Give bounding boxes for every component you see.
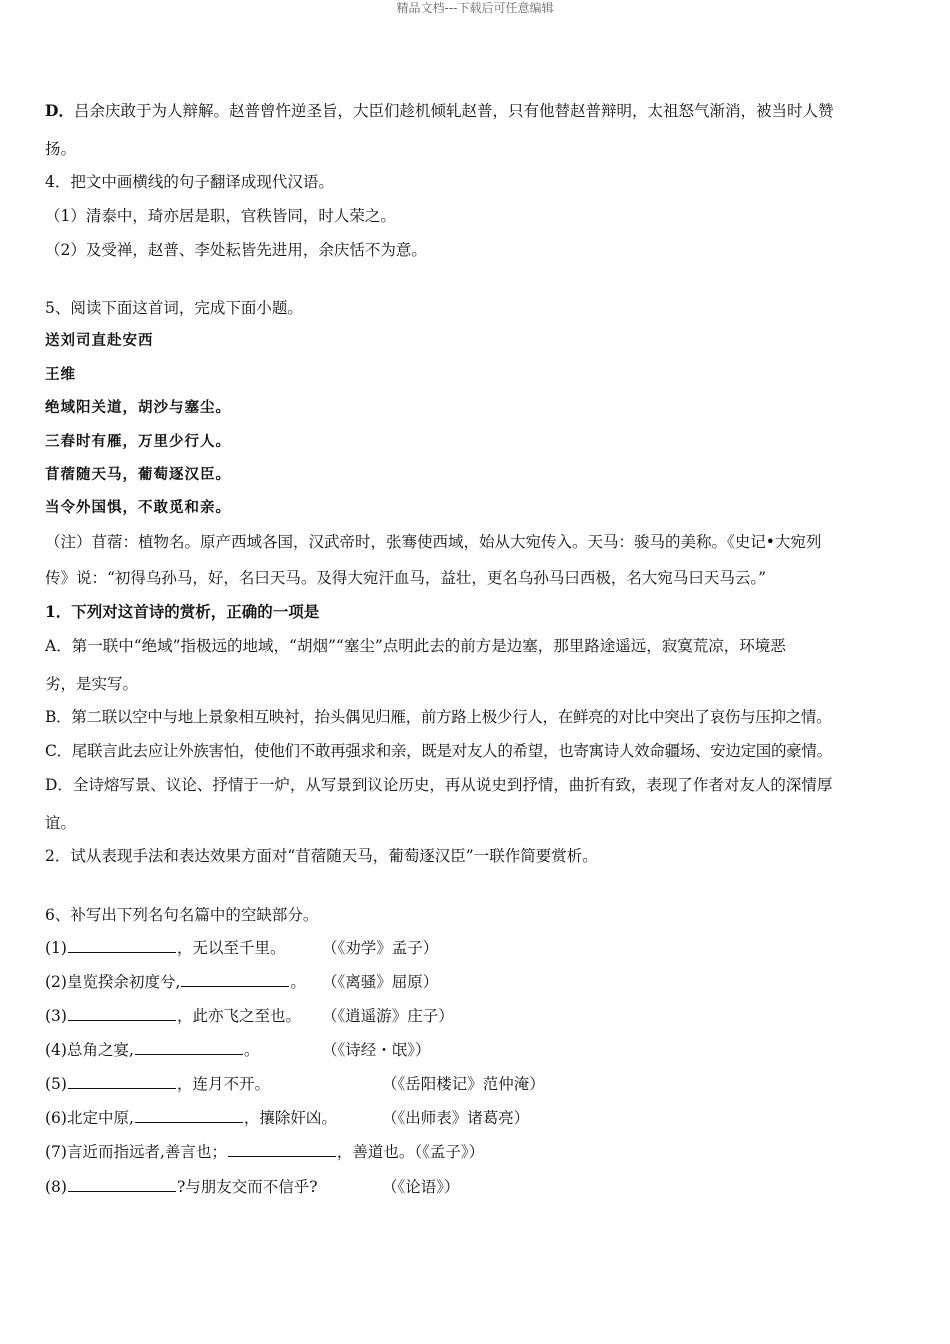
q5-sub2-title: 2．试从表现手法和表达效果方面对“苜蓿随天马，葡萄逐汉臣”一联作简要赏析。 [45,847,598,865]
fill-item-source: （《离骚》屈原） [322,973,439,991]
fill-item-source: （《岳阳楼记》范仲淹） [382,1075,545,1093]
fill-blank[interactable] [135,1040,243,1055]
fill-item [45,1074,270,1094]
fill-item-num: (4) [45,1041,67,1059]
fill-item [45,1006,301,1026]
fill-item [45,972,306,992]
q5-option-b: B．第二联以空中与地上景象相互映衬，抬头偶见归雁，前方路上极少行人，在鲜亮的对比中突出了哀伤与压抑之情。 [45,708,832,726]
fill-item-num: (6) [45,1109,67,1127]
fill-blank[interactable] [68,938,176,953]
q3-option-d-text: 吕余庆敢于为人辩解。赵普曾忤逆圣旨，大臣们趁机倾轧赵普，只有他替赵普辩明，太祖怒气渐消，被当时人赞 [73,102,834,120]
fill-blank[interactable] [181,972,289,987]
fill-item-post: 。 [243,1041,260,1059]
fill-item-source: （《孟子》） [414,1143,485,1161]
fill-item-post: ?与朋友交而不信乎? [176,1178,318,1196]
poem-author: 王维 [45,366,76,383]
fill-item [45,1040,259,1060]
fill-item-source: （《逍遥游》庄子） [322,1007,454,1025]
q5-option-d-cont: 谊。 [45,814,77,832]
fill-item-source: （《论语》） [382,1178,460,1196]
q4-title: 4．把文中画横线的句子翻译成现代汉语。 [45,173,334,191]
q3-option-d [45,101,833,121]
fill-item-post: ，善道也。 [336,1143,415,1161]
q4-sentence-2: （2）及受禅，赵普、李处耘皆先进用，余庆恬不为意。 [45,241,427,259]
q3-option-d-label: D． [45,101,74,120]
page-header: 精品文档---下载后可任意编辑 [396,1,554,15]
fill-blank[interactable] [135,1108,243,1123]
poem-line: 三春时有雁，万里少行人。 [45,433,231,450]
q5-option-a-cont: 劣，是实写。 [45,675,139,693]
poem-line: 当令外国惧，不敢觅和亲。 [45,499,231,516]
poem-note-cont: 传》说：“初得乌孙马，好，名曰天马。及得大宛汗血马，益壮，更名乌孙马曰西极，名大宛马曰天马云。” [45,569,767,587]
fill-item-post: ，无以至千里。 [176,939,286,957]
fill-blank[interactable] [68,1074,176,1089]
fill-blank[interactable] [228,1142,336,1157]
q5-sub1-title: 1．下列对这首诗的赏析，正确的一项是 [45,602,320,621]
fill-item-source: （《劝学》孟子） [322,939,439,957]
fill-item-num: (7) [45,1143,67,1161]
poem-line: 苜蓿随天马，葡萄逐汉臣。 [45,466,231,483]
fill-item-post: ，攘除奸凶。 [243,1109,337,1127]
poem-title: 送刘司直赴安西 [45,332,154,349]
q5-option-c: C．尾联言此去应让外族害怕，使他们不敢再强求和亲，既是对友人的希望，也寄寓诗人效命疆场、安边定国的豪情。 [45,742,832,760]
fill-item-num: (8) [45,1178,67,1196]
q5-option-a: A．第一联中“绝域”指极远的地域，“胡烟”“塞尘”点明此去的前方是边塞，那里路途遥远，寂寞荒凉，环境恶 [45,637,786,655]
fill-item [45,1108,337,1128]
q4-sentence-1: （1）清泰中，琦亦居是职，官秩皆同，时人荣之。 [45,207,396,225]
fill-item [45,1142,484,1162]
fill-item-post: ，此亦飞之至也。 [176,1007,301,1025]
fill-item-num: (3) [45,1007,67,1025]
fill-item-pre: 北定中原, [66,1109,134,1127]
fill-item-post: ，连月不开。 [176,1075,270,1093]
q5-intro: 5、阅读下面这首词，完成下面小题。 [45,299,303,317]
fill-item-num: (2) [45,973,67,991]
fill-item [45,1177,318,1197]
fill-blank[interactable] [68,1006,176,1021]
fill-item-pre: 皇览揆余初度兮, [66,973,181,991]
poem-line: 绝域阳关道，胡沙与塞尘。 [45,399,231,416]
fill-item-source: （《出师表》诸葛亮） [382,1109,530,1127]
fill-item-pre: 总角之宴, [66,1041,134,1059]
q3-option-d-cont: 扬。 [45,140,77,158]
q5-option-d: D．全诗熔写景、议论、抒情于一炉，从写景到议论历史，再从说史到抒情，曲折有致，表现了作者对友人的深情厚 [45,776,833,794]
fill-item-source: （《诗经・氓》） [322,1041,431,1059]
fill-blank[interactable] [68,1177,176,1192]
fill-item-pre: 言近而指远者,善言也； [66,1143,227,1161]
fill-item-post: 。 [290,973,306,991]
poem-note: （注）苜蓿：植物名。原产西域各国，汉武帝时，张骞使西域，始从大宛传入。天马：骏马的美称。《史记•大宛列 [45,533,822,551]
fill-item [45,938,285,958]
fill-item-num: (5) [45,1075,67,1093]
fill-item-num: (1) [45,939,67,957]
q6-intro: 6、补写出下列名句名篇中的空缺部分。 [45,906,319,924]
